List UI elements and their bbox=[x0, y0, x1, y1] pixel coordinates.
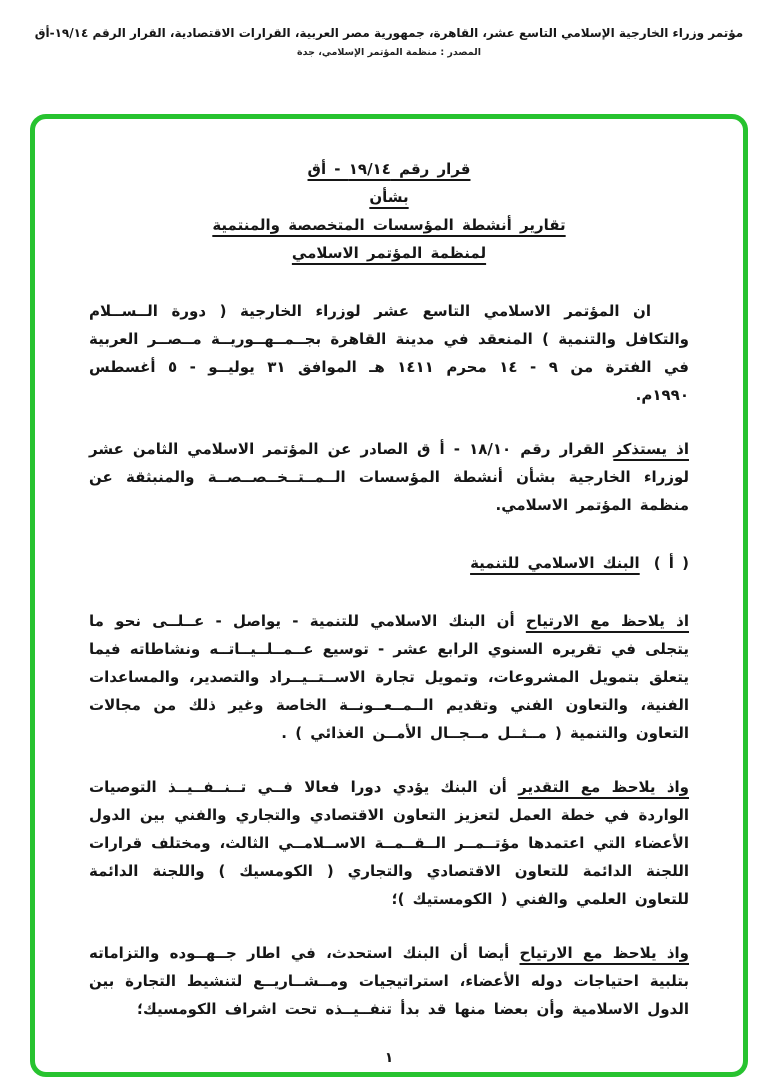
title-regarding: بشأن bbox=[369, 188, 409, 206]
resolution-number: قرار رقم ١٩/١٤ - أق bbox=[307, 160, 471, 178]
paragraph-recalling bbox=[89, 435, 689, 519]
lead-phrase-noting-also: واذ يلاحظ مع الارتياح bbox=[519, 944, 690, 962]
title-organization: لمنظمة المؤتمر الاسلامي bbox=[291, 244, 487, 262]
header-source: المصدر : منظمة المؤتمر الإسلامي، جدة bbox=[297, 47, 481, 58]
paragraph-noting-appreciation bbox=[89, 773, 689, 913]
section-heading-idb bbox=[89, 549, 689, 577]
header-citation: مؤتمر وزراء الخارجية الإسلامي التاسع عشر، القاهرة، جمهورية مصر العربية، القرارات الاقتصادية، القرار الرقم ١٩/١٤-أق bbox=[34, 26, 744, 40]
lead-phrase-noting-satisfaction: اذ يلاحظ مع الارتياح bbox=[525, 612, 689, 630]
paragraph-preamble bbox=[89, 297, 689, 409]
paragraph-noting-also bbox=[89, 939, 689, 1023]
page-number: ١ bbox=[384, 1050, 394, 1066]
title-subject: تقارير أنشطة المؤسسات المتخصصة والمنتمية bbox=[212, 216, 566, 234]
paragraph-noting-appreciation-text: أن البنك يؤدي دورا فعالا فــي تــنــفــيــذ التوصيات الواردة في خطة العمل لتعزيز التعاون الاقتصادي والتجاري والفني بين الدول الأعضاء التي اعتمدها مؤتــمــر الــقــمــة الاســلامــي الثالث، ومختلف قرارات اللجنة الدائمة للتعاون الاقتصادي والتجاري ( الكومسيك ) واللجنة الدائمة للتعاون العلمي والفني ( الكومستيك )؛ bbox=[89, 778, 689, 908]
document-body bbox=[35, 119, 743, 1077]
section-marker: ( أ ) bbox=[653, 554, 689, 572]
lead-phrase-noting-appreciation: واذ يلاحظ مع التقدير bbox=[518, 778, 690, 796]
document-header bbox=[0, 26, 778, 58]
lead-phrase-recalling: اذ يستذكر bbox=[613, 440, 689, 458]
paragraph-noting-satisfaction bbox=[89, 607, 689, 747]
paragraph-preamble-text: ان المؤتمر الاسلامي التاسع عشر لوزراء الخارجية ( دورة الــســلام والتكافل والتنمية ) المنعقد في مدينة القاهرة بجــمــهــوريــة مــصــر العربية في الفترة من ٩ - ١٤ محرم ١٤١١ هـ الموافق ٣١ يوليــو - ٥ أغسطس ١٩٩٠م. bbox=[89, 302, 689, 404]
title-block bbox=[89, 155, 689, 267]
section-title: البنك الاسلامي للتنمية bbox=[470, 554, 640, 572]
paragraph-noting-also-text: أيضا أن البنك استحدث، في اطار جــهــوده والتزاماته بتلبية احتياجات دوله الأعضاء، استراتيجيات ومــشــاريــع لتنشيط التجارة بين الدول الاسلامية وأن بعضا منها قد بدأ تنفــيــذه تحت اشراف الكومسيك؛ bbox=[89, 944, 689, 1018]
content-frame bbox=[30, 114, 748, 1077]
paragraph-noting-satisfaction-text: أن البنك الاسلامي للتنمية - يواصل - عــلــى نحو ما يتجلى في تقريره السنوي الرابع عشر - توسيع عــمــلــيــاتــه ونشاطاته فيما يتعلق بتمويل المشروعات، وتمويل تجارة الاســتــيــراد والتصدير، والمساعدات الفنية، والتعاون الفني وتقديم الــمــعــونــة الخاصة وغير ذلك من مجالات التعاون والتنمية ( مــثــل مــجــال الأمــن الغذائي ) . bbox=[89, 612, 689, 742]
paragraph-recalling-text: القرار رقم ١٨/١٠ - أ ق الصادر عن المؤتمر الاسلامي الثامن عشر لوزراء الخارجية بشأن أنشطة المؤسسات الــمــتــخــصــصــة والمنبثقة عن منظمة المؤتمر الاسلامي. bbox=[89, 440, 689, 514]
